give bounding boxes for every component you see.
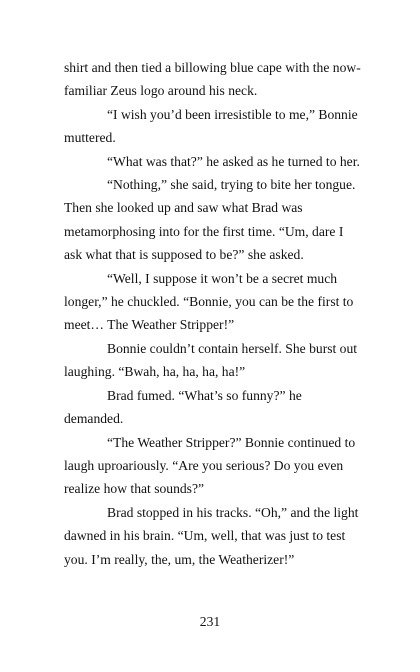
paragraph-1: shirt and then tied a billowing blue cape with the now-familiar Zeus logo around his neck. <box>64 60 361 99</box>
paragraph-6: Bonnie couldn’t contain herself. She burst out laughing. “Bwah, ha, ha, ha, ha!” <box>64 340 358 380</box>
paragraph-2: “I wish you’d been irresistible to me,” Bonnie muttered. <box>64 106 358 146</box>
page-number: 231 <box>199 614 221 629</box>
paragraph-3: “What was that?” he asked as he turned to her. <box>107 153 360 169</box>
body-text <box>64 56 364 571</box>
paragraph-8: “The Weather Stripper?” Bonnie continued to laugh uproariously. “Are you serious? Do you even realize how that sounds?” <box>64 434 356 497</box>
paragraph-9: Brad stopped in his tracks. “Oh,” and the light dawned in his brain. “Um, well, that was just to test you. I’m really, the, um, the Weatherizer!” <box>64 504 359 567</box>
paragraph-4: “Nothing,” she said, trying to bite her tongue. Then she looked up and saw what Brad was metamorphosing into for the first time. “Um, dare I ask what that is supposed to be?” she asked. <box>64 177 356 263</box>
paragraph-7: Brad fumed. “What’s so funny?” he demanded. <box>64 387 302 427</box>
paragraph-5: “Well, I suppose it won’t be a secret much longer,” he chuckled. “Bonnie, you can be the first to meet… The Weather Stripper!” <box>64 270 354 333</box>
